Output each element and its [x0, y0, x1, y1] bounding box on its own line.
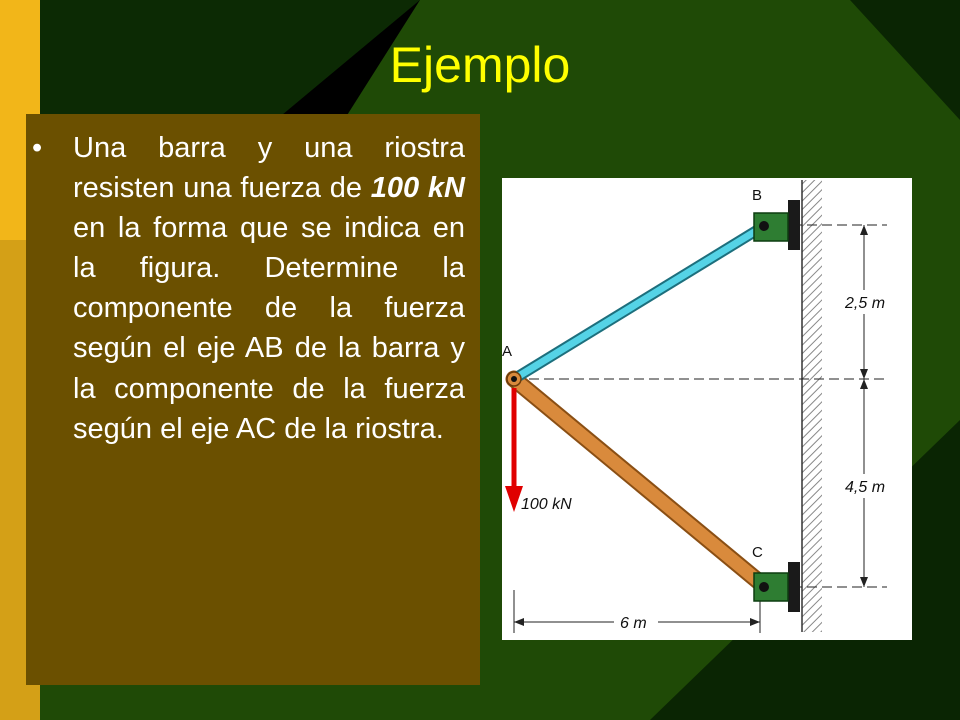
pin-b — [759, 221, 769, 231]
truss-figure — [502, 178, 912, 640]
label-a: A — [502, 343, 513, 360]
pin-c — [759, 582, 769, 592]
force-value-emphasis: 100 kN — [370, 172, 466, 205]
statement-part-1: Una barra y una riostra resisten una fuerza de — [73, 132, 465, 205]
dimension-lower-label: 4,5 m — [845, 479, 886, 496]
support-bracket-b — [754, 213, 788, 241]
force-label: 100 kN — [521, 496, 572, 513]
wall — [802, 180, 822, 632]
label-c: C — [752, 544, 763, 561]
dimension-horizontal-label: 6 m — [620, 615, 647, 632]
bullet-marker: • — [32, 132, 43, 164]
slide-title: Ejemplo — [389, 37, 571, 93]
problem-statement — [73, 128, 465, 449]
wall-plate-b — [788, 200, 800, 250]
wall-plate-c — [788, 562, 800, 612]
dimension-upper-label: 2,5 m — [845, 295, 886, 312]
statement-part-2: en la forma que se indica en la figura. Determine la componente de la fuerza según el eje AB de la barra y la componente de la fuerza según el eje AC de la riostra. — [73, 212, 465, 445]
pin-a — [511, 376, 517, 382]
label-b: B — [752, 187, 763, 204]
